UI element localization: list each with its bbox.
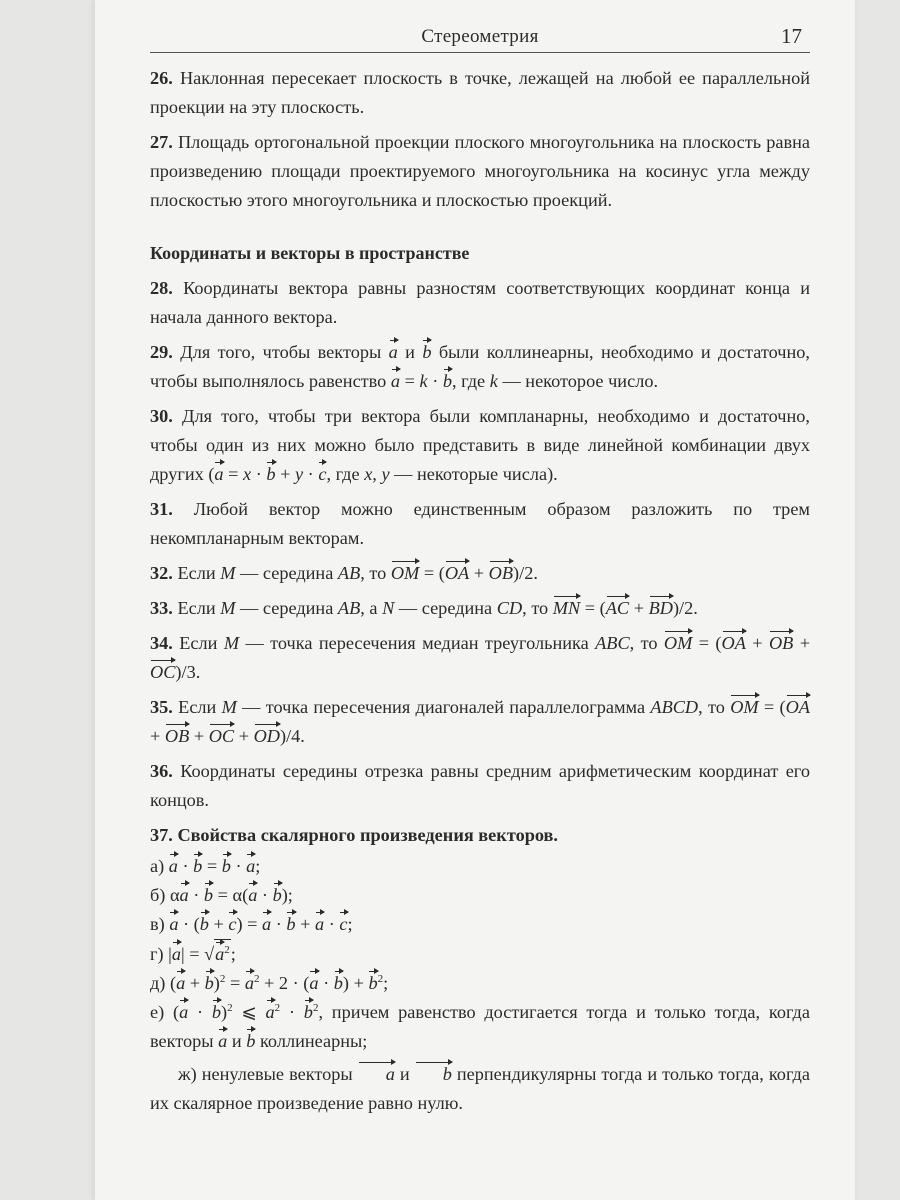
- item-26: 26. Наклонная пересекает плоскость в точке, лежащей на любой ее параллельной проекции на эту плоскость.: [150, 68, 811, 117]
- item-29: 29. Для того, чтобы векторы a и b были коллинеарны, необходимо и достаточно, чтобы выполнялось равенство a = k · b, где k — некоторое число.: [150, 338, 810, 396]
- item-35: 35. Если M — точка пересечения диагоналей параллелограмма ABCD, то OM = (OA + OB + OC + OD)/4.: [150, 693, 810, 751]
- page-content: [150, 64, 810, 1118]
- page-header: [150, 22, 810, 53]
- property-d: д) $(a + b)^2 = a^2 + 2 \cdot (a \cdot b) + b^2$;: [150, 969, 810, 998]
- property-a: а) a · b = b · a;: [150, 852, 810, 881]
- running-title: Стереометрия: [421, 26, 539, 47]
- item-28: 28. Координаты вектора равны разностям соответствующих координат конца и начала данного вектора.: [150, 278, 810, 327]
- page-number: 17: [781, 24, 802, 48]
- item-27: 27. Площадь ортогональной проекции плоского многоугольника на плоскость равна произведению площади проектируемого многоугольника на косинус угла между плоскостью этого многоугольника и плоскостью проекций.: [150, 132, 810, 210]
- item-30: 30. Для того, чтобы три вектора были компланарны, необходимо и достаточно, чтобы один из них можно было представить в виде линейной комбинации двух других (a = x · b + y · c, где x, y — некоторые числа).: [150, 402, 810, 489]
- book-page: [95, 0, 855, 1200]
- property-zh: ж) ненулевые векторы a и b перпендикулярны тогда и только тогда, когда их скалярное произведение равно нулю.: [150, 1060, 810, 1118]
- item-34: 34. Если M — точка пересечения медиан треугольника ABC, то OM = (OA + OB + OC)/3.: [150, 629, 810, 687]
- property-g: г) $|a| = √a^2$;: [150, 939, 810, 969]
- property-e: е) $(a \cdot b)^2$ ⩽ $a^2 \cdot b^2$, причем равенство достигается тогда и только тогда, когда векторы a и b коллинеарны;: [150, 998, 810, 1056]
- property-v: в) a · (b + c) = a · b + a · c;: [150, 910, 810, 939]
- property-b: б) αa · b = α(a · b);: [150, 881, 810, 910]
- item-32: 32. Если M — середина AB, то OM = (OA + OB)/2.: [150, 559, 810, 588]
- item-33: 33. Если M — середина AB, а N — середина CD, то MN = (AC + BD)/2.: [150, 594, 810, 623]
- item-31: 31. Любой вектор можно единственным образом разложить по трем некомпланарным векторам.: [150, 499, 810, 548]
- item-37: 37. Свойства скалярного произведения векторов.: [150, 825, 559, 845]
- item-36: 36. Координаты середины отрезка равны средним арифметическим координат его концов.: [150, 761, 810, 810]
- section-heading: Координаты и векторы в пространстве: [150, 243, 470, 263]
